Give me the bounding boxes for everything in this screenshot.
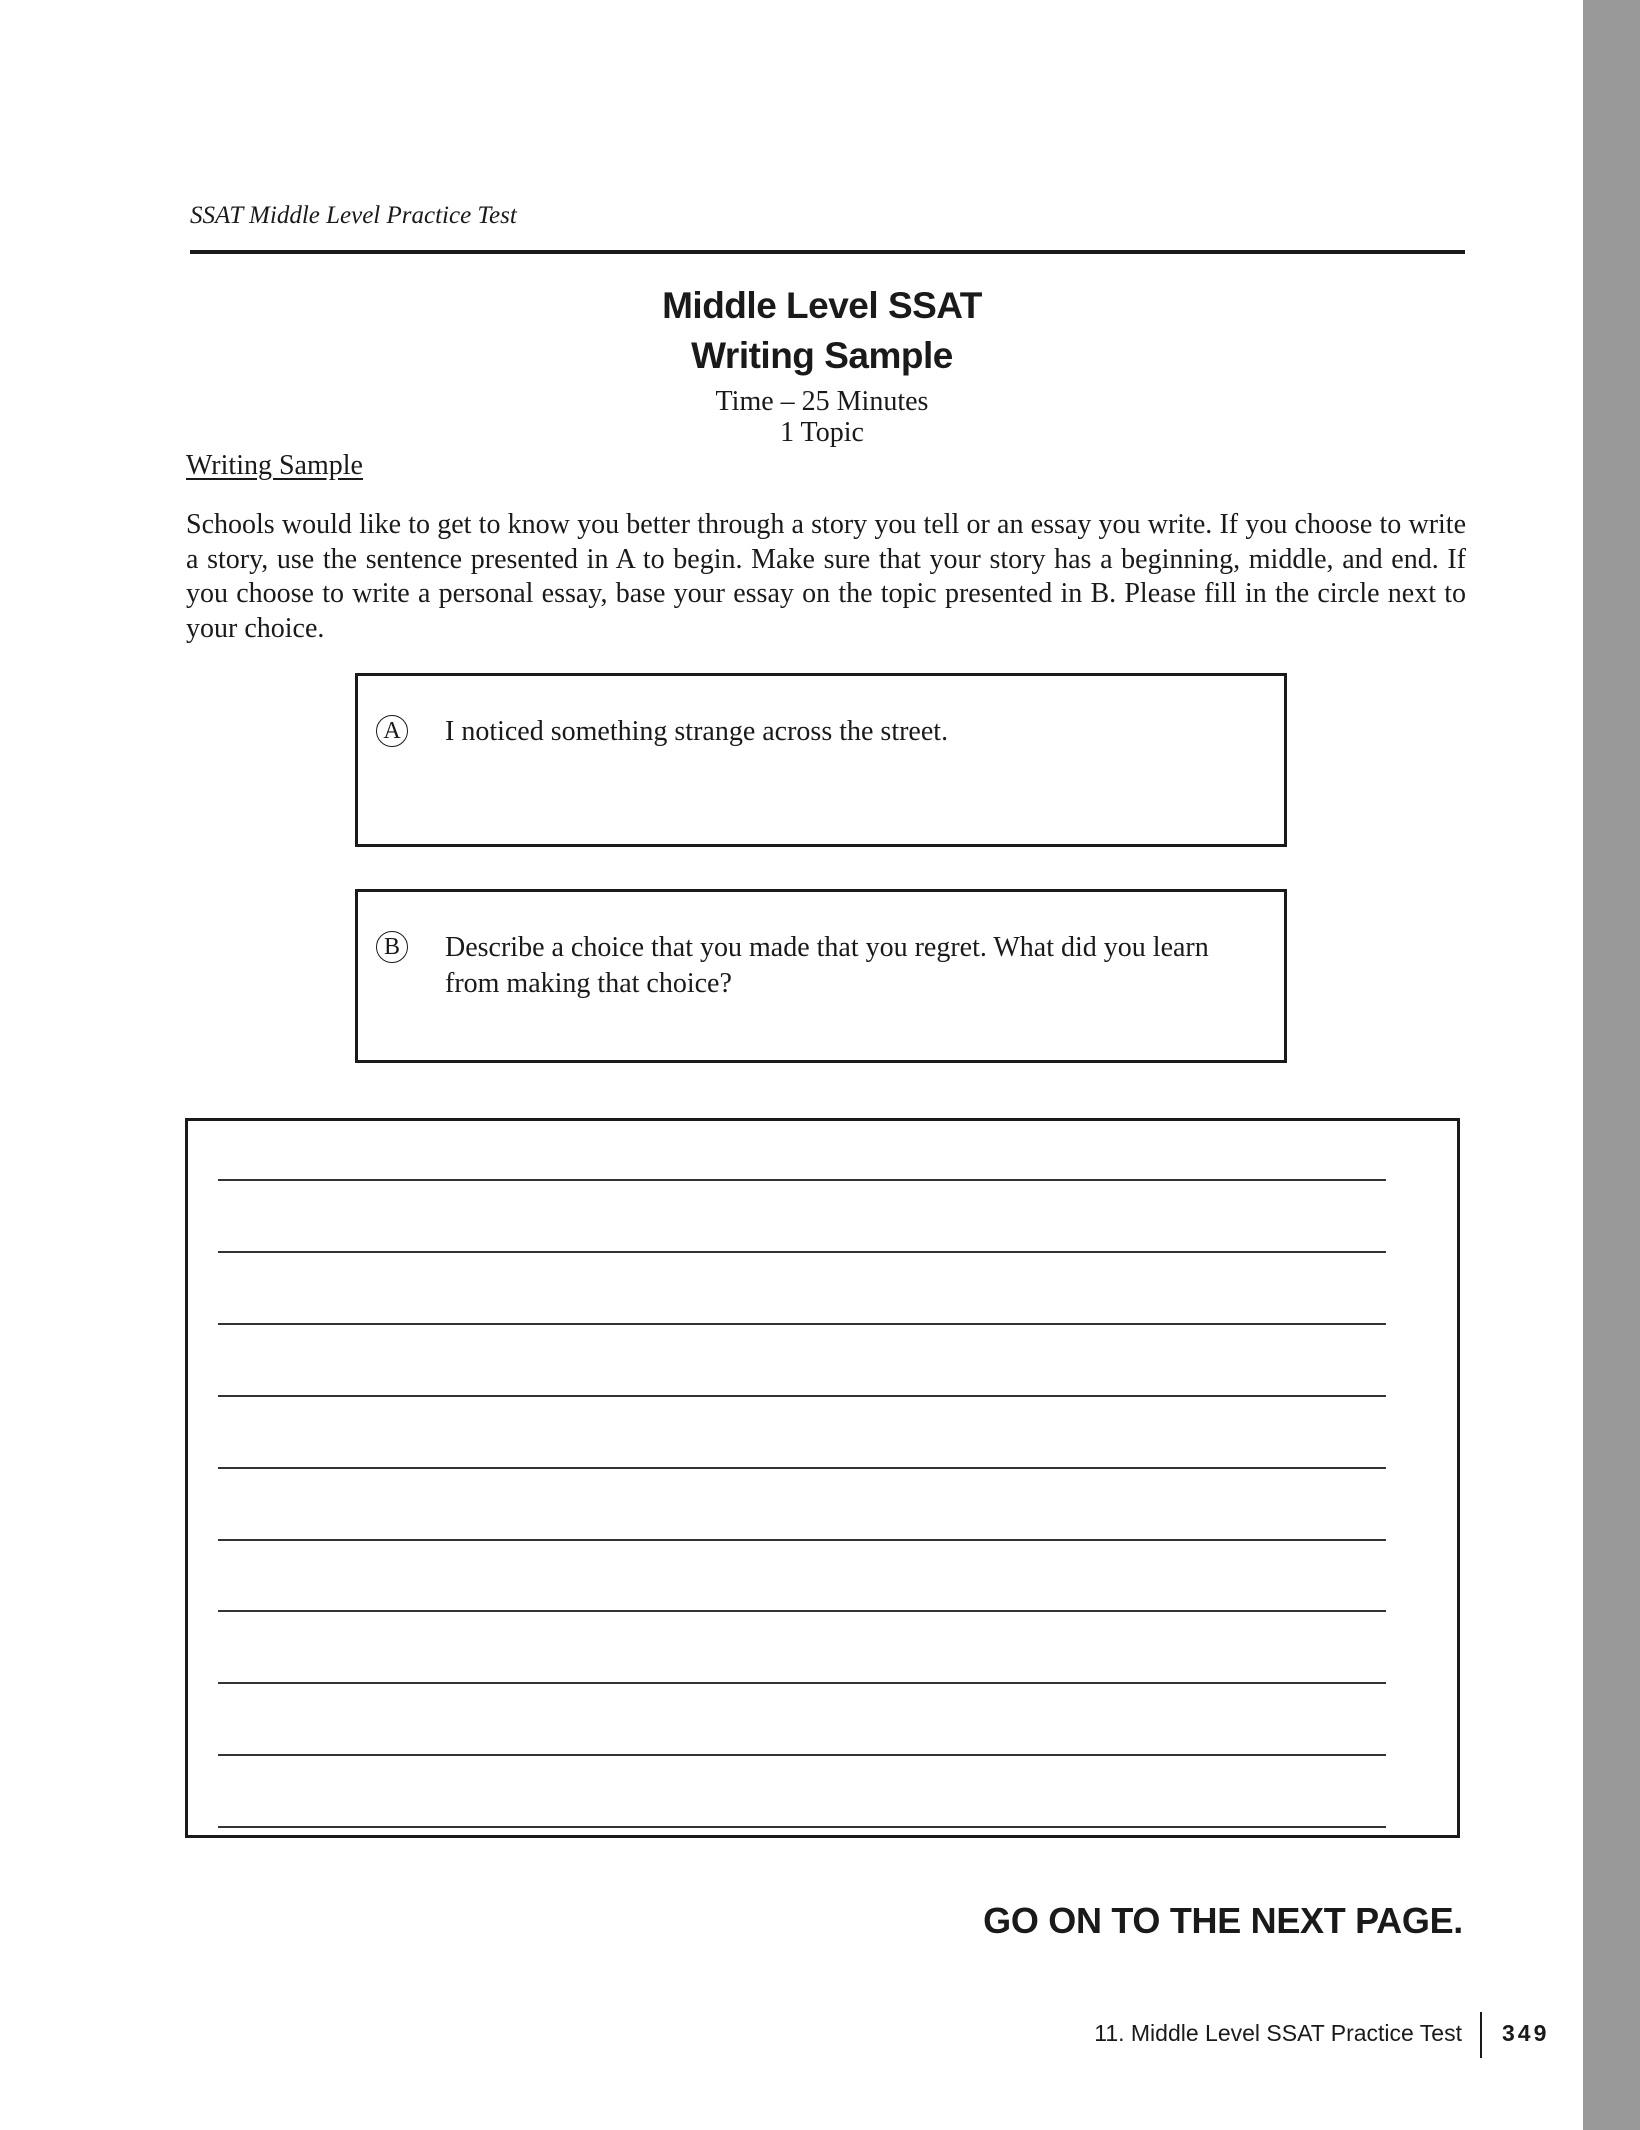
section-label: Writing Sample (186, 450, 363, 481)
prompt-a-text: I noticed something strange across the street. (445, 716, 949, 747)
page-subtitle: Writing Sample (691, 335, 953, 376)
essay-writing-box[interactable] (185, 1118, 1460, 1838)
choice-a-circle[interactable]: A (376, 715, 408, 747)
choice-b-circle[interactable]: B (376, 931, 408, 963)
time-limit: Time – 25 Minutes (715, 386, 929, 417)
go-on-notice: GO ON TO THE NEXT PAGE. (983, 1900, 1463, 1941)
prompt-a-box (355, 673, 1287, 847)
writing-line (218, 1323, 1386, 1325)
prompt-b-box (355, 889, 1287, 1063)
page-number: 349 (1502, 2020, 1550, 2046)
writing-line (218, 1610, 1386, 1612)
writing-line (218, 1539, 1386, 1541)
header-rule (190, 250, 1465, 254)
writing-line (218, 1467, 1386, 1469)
writing-line (218, 1682, 1386, 1684)
side-tab (1583, 0, 1640, 2130)
footer-divider (1480, 2012, 1482, 2058)
writing-line (218, 1395, 1386, 1397)
writing-line (218, 1754, 1386, 1756)
running-head: SSAT Middle Level Practice Test (190, 202, 517, 229)
writing-line (218, 1826, 1386, 1828)
prompt-b-text: Describe a choice that you made that you regret. What did you learn from making that choice? (445, 932, 1209, 999)
topic-count: 1 Topic (780, 417, 864, 448)
footer-chapter: 11. Middle Level SSAT Practice Test (1094, 2020, 1462, 2046)
instructions: Schools would like to get to know you better through a story you tell or an essay you write. If you choose to write a story, use the sentence presented in A to begin. Make sure that your story has a beginning, middle, and end. If you choose to write a personal essay, base your essay on the topic presented in B. Please fill in the circle next to your choice. (186, 509, 1466, 644)
writing-line (218, 1179, 1386, 1181)
page-title: Middle Level SSAT (662, 285, 982, 326)
writing-line (218, 1251, 1386, 1253)
